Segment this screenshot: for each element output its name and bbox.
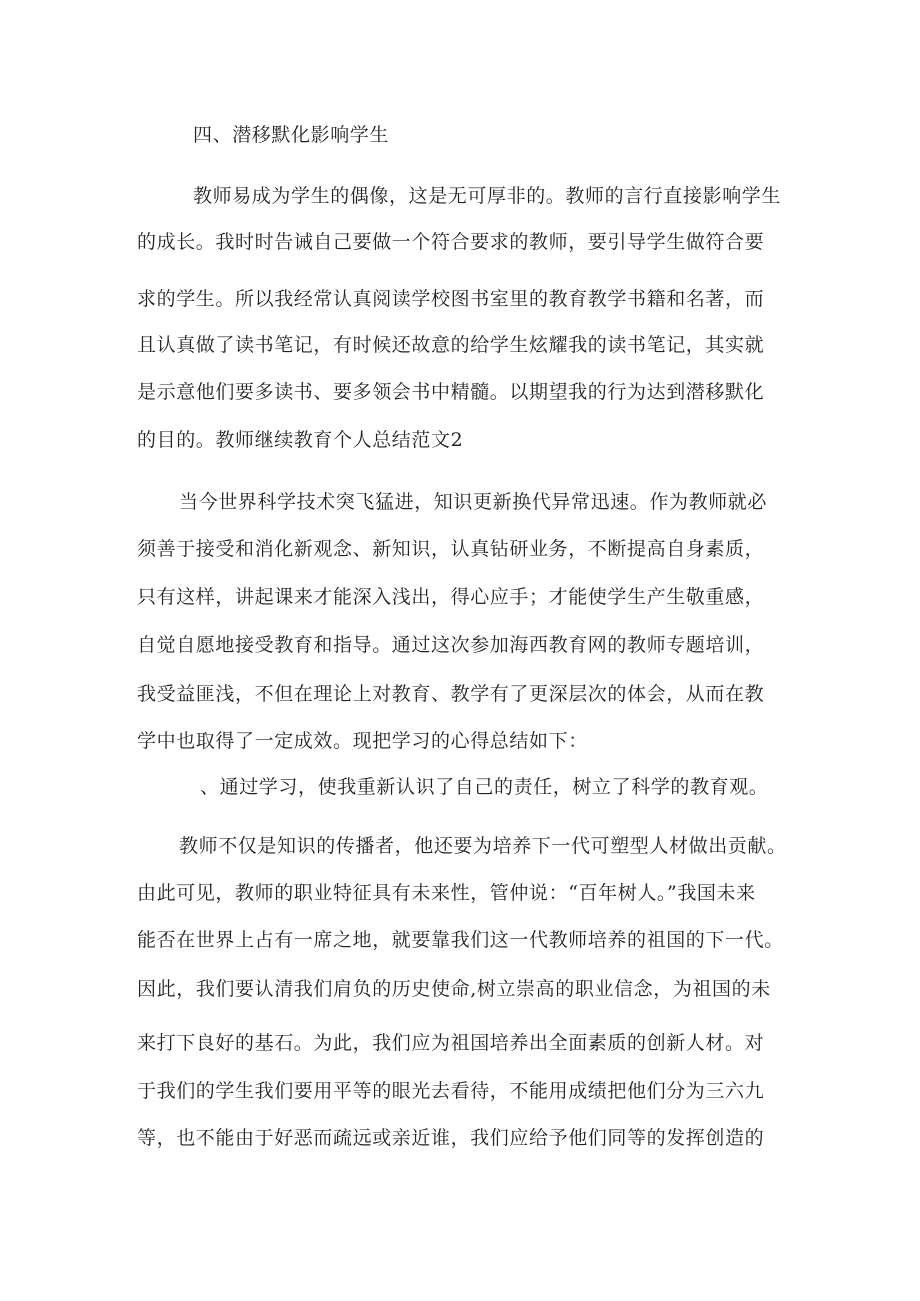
paragraph-line: 于我们的学生我们要用平等的眼光去看待，不能用成绩把他们分为三六九 xyxy=(137,1080,765,1102)
paragraph-line: 教师易成为学生的偶像，这是无可厚非的。教师的言行直接影响学生 xyxy=(193,185,782,207)
paragraph-line: 求的学生。所以我经常认真阅读学校图书室里的教育教学书籍和名著，而 xyxy=(137,288,765,310)
paragraph-line: 教师不仅是知识的传播者，他还要为培养下一代可塑型人材做出贡献。 xyxy=(179,835,787,857)
paragraph-line: 学中也取得了一定成效。现把学习的心得总结如下： xyxy=(137,730,588,752)
paragraph-line: 当今世界科学技术突飞猛进，知识更新换代异常迅速。作为教师就必 xyxy=(179,491,768,513)
paragraph-line: 能否在世界上占有一席之地，就要靠我们这一代教师培养的祖国的下一代。 xyxy=(137,929,784,951)
paragraph-line: 的目的。教师继续教育个人总结范文2 xyxy=(137,429,464,451)
paragraph-line: 且认真做了读书笔记，有时候还故意的给学生炫耀我的读书笔记，其实就 xyxy=(137,334,765,356)
paragraph-line: 、通过学习，使我重新认识了自己的责任，树立了科学的教育观。 xyxy=(200,776,769,798)
paragraph-line: 的成长。我时时告诫自己要做一个符合要求的教师，要引导学生做符合要 xyxy=(137,231,765,253)
paragraph-line: 我受益匪浅，不但在理论上对教育、教学有了更深层次的体会，从而在教 xyxy=(137,683,765,705)
paragraph-line: 自觉自愿地接受教育和指导。通过这次参加海西教育网的教师专题培训， xyxy=(137,634,765,656)
paragraph-line: 须善于接受和消化新观念、新知识，认真钻研业务，不断提高自身素质， xyxy=(137,538,765,560)
paragraph-line: 来打下良好的基石。为此，我们应为祖国培养出全面素质的创新人材。对 xyxy=(137,1032,765,1054)
paragraph-line: 是示意他们要多读书、要多领会书中精髓。以期望我的行为达到潜移默化 xyxy=(137,381,765,403)
paragraph-line: 只有这样，讲起课来才能深入浅出，得心应手；才能使学生产生敬重感， xyxy=(137,586,765,608)
paragraph-line: 由此可见，教师的职业特征具有未来性，管仲说：“百年树人。”我国未来 xyxy=(137,882,756,904)
paragraph-line: 因此，我们要认清我们肩负的历史使命,树立崇高的职业信念，为祖国的未 xyxy=(137,978,771,1000)
paragraph-line: 等，也不能由于好恶而疏远或亲近谁，我们应给予他们同等的发挥创造的 xyxy=(137,1127,765,1149)
section-heading: 四、潜移默化影响学生 xyxy=(193,124,390,146)
